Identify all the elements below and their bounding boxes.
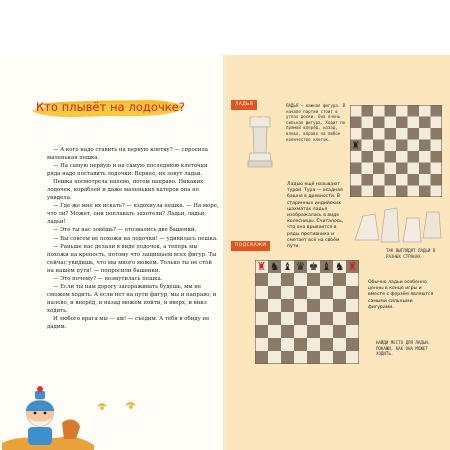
rook-description: ЛАДЬЯ — важная фигура. В начале партии стоит в углах доски. Она очень сильная фигура. Ходит по прямой вперёд, назад, влево, вправо на любое количество клеток.	[286, 103, 346, 142]
board-square	[419, 128, 431, 140]
board-square	[408, 105, 420, 117]
board-square	[255, 338, 268, 351]
board-square	[408, 174, 420, 186]
board-square	[294, 312, 307, 325]
story-paragraph: — Если ты нам дорогу загораживать будешь, мы не сможем ходить. А если нет на пути фигур, мы и направо, и налево, и вперёд, и назад можем пойти, и вверх, и вниз ходить.	[47, 283, 217, 314]
board-square	[431, 151, 443, 163]
board-square	[408, 128, 420, 140]
board-square	[431, 174, 443, 186]
board-piece: ♝	[282, 260, 293, 274]
board-square	[281, 338, 294, 351]
bird-icon	[95, 399, 141, 413]
board-square	[396, 163, 408, 175]
board-square	[268, 351, 281, 364]
board-square	[419, 163, 431, 175]
board-square	[350, 117, 362, 129]
board-square	[307, 325, 320, 338]
board-square	[346, 325, 359, 338]
board-square	[431, 117, 443, 129]
rook-history-text: Ладью ещё называют турой. Тура — осадная башня в древности. В старинных индийских шахматах ладья изображалась в виде колесницы. Считалось, что она врывается в ряды противника и сметает всё на своём пути.	[287, 182, 344, 250]
board-square	[333, 286, 346, 299]
story-paragraph: — А кого надо ставить на первую клетку? — спросила маленькая пешка.	[47, 147, 208, 162]
book-spread	[0, 55, 450, 450]
board-square	[346, 338, 359, 351]
board-square	[307, 351, 320, 364]
story-paragraph: — На самую первую и на самую последнюю клеточки ряда надо поставить лодочки. Вернее, их зовут ладьи.	[47, 163, 208, 178]
board-square	[408, 140, 420, 152]
board-square	[346, 286, 359, 299]
board-piece: ♝	[321, 260, 332, 274]
board-square	[396, 174, 408, 186]
board-square	[294, 351, 307, 364]
board-square	[346, 273, 359, 286]
board-square	[385, 117, 397, 129]
chess-board-icon	[255, 260, 359, 364]
rook-piece-icon	[247, 115, 273, 171]
board-square	[333, 325, 346, 338]
board-piece: ♜	[256, 260, 267, 274]
story-paragraph: — Раньше нас делали в виде лодочек, а теперь мы похожи на крепость, потому что защищаем всех фигур. Ты сейчас увидишь, что мы много можем. Только ты не стой на нашем пути! — попросили башенки.	[47, 243, 217, 274]
board-piece: ♞	[334, 260, 345, 274]
board-square	[385, 151, 397, 163]
board-piece: ♚	[308, 260, 319, 274]
board-square	[294, 338, 307, 351]
board-square	[396, 151, 408, 163]
rook-variants-icon	[353, 198, 443, 250]
story-text	[47, 146, 219, 331]
board-square	[350, 105, 362, 117]
story-paragraph: Пешка посмотрела налево, потом направо. Никаких лодочек, кораблей и даже маленьких катеров она не увидела.	[47, 179, 204, 202]
board-square	[320, 338, 333, 351]
board-square	[320, 273, 333, 286]
board-square	[362, 151, 374, 163]
board-square	[255, 325, 268, 338]
story-paragraph: — Вы совсем не похожи на лодочки! — удивилась пешка.	[53, 235, 218, 242]
board-square	[362, 140, 374, 152]
board-diagram-start	[255, 260, 359, 364]
board-square	[294, 325, 307, 338]
board-square	[268, 286, 281, 299]
board-square	[431, 105, 443, 117]
board-square	[373, 140, 385, 152]
rook-label-tag: ЛАДЬЯ	[231, 100, 257, 110]
board-square	[362, 163, 374, 175]
board-square	[346, 312, 359, 325]
board-diagram-rook	[350, 105, 442, 197]
board-square	[362, 174, 374, 186]
board-square	[294, 273, 307, 286]
board-square	[362, 105, 374, 117]
board-square	[333, 351, 346, 364]
board-square	[268, 273, 281, 286]
board-square	[333, 312, 346, 325]
board-square	[320, 286, 333, 299]
board-square	[419, 174, 431, 186]
board-square	[373, 174, 385, 186]
board-square	[431, 186, 443, 198]
board-square	[362, 128, 374, 140]
board-square	[362, 186, 374, 198]
board-square	[419, 140, 431, 152]
rook-value-text: Обычно ладьи особенно ценны в конце игры и вместе с ферзём являются самыми сильными фигурами.	[368, 280, 434, 310]
board-square	[373, 186, 385, 198]
board-piece: ♞	[269, 260, 280, 274]
board-square	[396, 140, 408, 152]
board-square	[396, 128, 408, 140]
board-square	[350, 174, 362, 186]
board-square	[346, 351, 359, 364]
board-square	[419, 117, 431, 129]
board-square	[431, 163, 443, 175]
board-square	[333, 273, 346, 286]
board-square	[268, 338, 281, 351]
board-square	[255, 312, 268, 325]
story-paragraph: И любого врага мы — ам! — съедим. А тебя в обиду не дадим.	[47, 315, 210, 331]
board-square	[408, 186, 420, 198]
board-square	[346, 299, 359, 312]
board-square	[350, 151, 362, 163]
board-square	[294, 299, 307, 312]
board-square	[396, 186, 408, 198]
board-square	[281, 299, 294, 312]
story-paragraph: — Это почему? — возмутилась пешка.	[53, 275, 163, 282]
board-square	[373, 105, 385, 117]
board-square	[268, 312, 281, 325]
board-square	[396, 105, 408, 117]
board-square	[373, 128, 385, 140]
board-square	[350, 163, 362, 175]
board-square	[385, 128, 397, 140]
board-square	[373, 151, 385, 163]
board-square	[385, 186, 397, 198]
board-square	[373, 117, 385, 129]
board-square	[396, 117, 408, 129]
board-square	[320, 351, 333, 364]
board-square	[320, 299, 333, 312]
board-square	[385, 174, 397, 186]
board-square	[255, 273, 268, 286]
board-square	[385, 105, 397, 117]
board-square	[281, 286, 294, 299]
board-square	[281, 273, 294, 286]
board-piece: ♜	[351, 140, 360, 152]
board-square	[294, 286, 307, 299]
board-square	[419, 105, 431, 117]
board-square	[268, 325, 281, 338]
board-square	[255, 299, 268, 312]
board-square	[333, 338, 346, 351]
right-page	[225, 55, 450, 450]
hint-label-tag: ПОДСКАЖИ	[231, 241, 270, 251]
board-square	[307, 312, 320, 325]
board-square	[307, 273, 320, 286]
board-square	[281, 351, 294, 364]
board-square	[307, 299, 320, 312]
board-square	[333, 299, 346, 312]
board-square	[431, 128, 443, 140]
board-square	[385, 140, 397, 152]
chapter-heading: Кто плывёт на лодочке?	[36, 100, 186, 114]
chess-board-icon	[350, 105, 442, 197]
board-piece: ♜	[347, 260, 358, 274]
board-square	[320, 312, 333, 325]
board-square	[307, 286, 320, 299]
story-paragraph: — Где же мне их искать? — вздохнула пешка. — На море, что ли? Может, они поплавать захотели? Ладьи, ладьи, ладьи!	[47, 203, 219, 226]
board-square	[408, 117, 420, 129]
board-square	[281, 325, 294, 338]
board-square	[408, 151, 420, 163]
board-square	[281, 312, 294, 325]
board-piece: ♛	[295, 260, 306, 274]
board-square	[350, 186, 362, 198]
board-square	[431, 140, 443, 152]
rook-variants-caption: ТАК ВЫГЛЯДЯТ ЛАДЬИ В РАЗНЫХ СТРАНАХ	[386, 248, 436, 259]
board-square	[385, 163, 397, 175]
story-paragraph: — Это ты нас зовёшь? — отозвались две башенки.	[53, 227, 197, 234]
board-square	[350, 128, 362, 140]
board-square	[320, 325, 333, 338]
board-square	[362, 117, 374, 129]
board-square	[307, 338, 320, 351]
board-square	[255, 351, 268, 364]
board-square	[408, 163, 420, 175]
board-square	[268, 299, 281, 312]
find-rook-task: НАЙДИ МЕСТО ДЛЯ ЛАДЬИ. ПОКАЖИ, КАК ОНА МОЖЕТ ХОДИТЬ.	[376, 340, 431, 357]
board-square	[419, 186, 431, 198]
left-page	[0, 55, 225, 450]
board-square	[419, 151, 431, 163]
board-square	[255, 286, 268, 299]
board-square	[373, 163, 385, 175]
boy-hero-icon	[2, 383, 94, 450]
